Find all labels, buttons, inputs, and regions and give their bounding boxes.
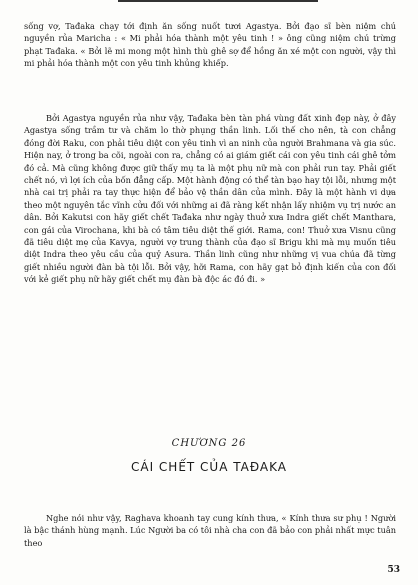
chapter-number: CHƯƠNG 26 bbox=[171, 438, 247, 449]
paragraph-2: Bởi Agastya nguyền rủa như vậy, Tađaka bèn tàn phá vùng đất xinh đẹp này, ở đây Agastya sống trầm tư và chăm lo thờ phụng thần linh. Lối thế cho nên, tà con chẳng đóng đời Raku, con phải tiêu diệt con yêu tinh vì an ninh của người Brahmana và gia súc. Hiện nay, ở trong ba cõi, ngoài con ra, chẳng có ai giám giết cái con yêu tinh cái ghê tởm đó cả. Mà cũng không được giữ thấy mụ ta là một phụ nữ mà con phải run tay. Phải giết chết nó, vì lợi ích của bốn đẳng cấp. Một hành động có thể tàn bạo hay tội lỗi, nhưng một nhà cai trị phải ra tay thực hiện để bảo vệ thần dân của mình. Đây là một hành vi dựa theo một nguyên tắc vĩnh cửu đối với những ai đã ràng kết nhận lấy nhiệm vụ trị nước an dân. Bởi Kakutsi con hãy giết chết Tađaka như ngày thuở xưa Indra giết chết Manthara, con gái của Virochana, khi bà có tâm tiêu diệt thế giới. Rama, con! Thuở xưa Visnu cũng đã tiêu diệt mẹ của Kavya, người vợ trung thành của đạo sĩ Brigu khi mà mụ muốn tiêu diệt Indra theo yêu cầu của quỷ Asura. Thần linh cũng như những vị vua chúa đã từng giết nhiều người đàn bà tội lỗi. Bởi vậy, hỡi Rama, con hãy gạt bỏ định kiến của con đối với kẻ giết phụ nữ hãy giết chết mụ đàn bà độc ác đó đi. » bbox=[24, 113, 396, 285]
paragraph-3: Nghe nói như vậy, Raghava khoanh tay cung kính thưa, « Kính thưa sư phụ ! Người là bậc thánh hùng mạnh. Lúc Người ba có tôi nhà cha con đã bảo con phải nhất mực tuân theo bbox=[24, 513, 396, 548]
page-number: 53 bbox=[387, 565, 400, 575]
chapter-title: CÁI CHẾT CỦA TAĐAKA bbox=[130, 460, 288, 474]
top-rule bbox=[118, 0, 318, 8]
paragraph-1: sống vợ, Tađaka chạy tới định ăn sống nuốt tươi Agastya. Bởi đạo sĩ bèn niệm chú nguyền rủa Maricha : « Mi phải hóa thành một yêu tinh ! » ông cũng niệm chú trừng phạt Tađaka. « Bởi lẽ mi mong một hình thù ghê sợ để hồng ăn xé một con người, vậy thì mi phải hóa thành một con yêu tinh khủng khiếp. bbox=[24, 21, 396, 69]
